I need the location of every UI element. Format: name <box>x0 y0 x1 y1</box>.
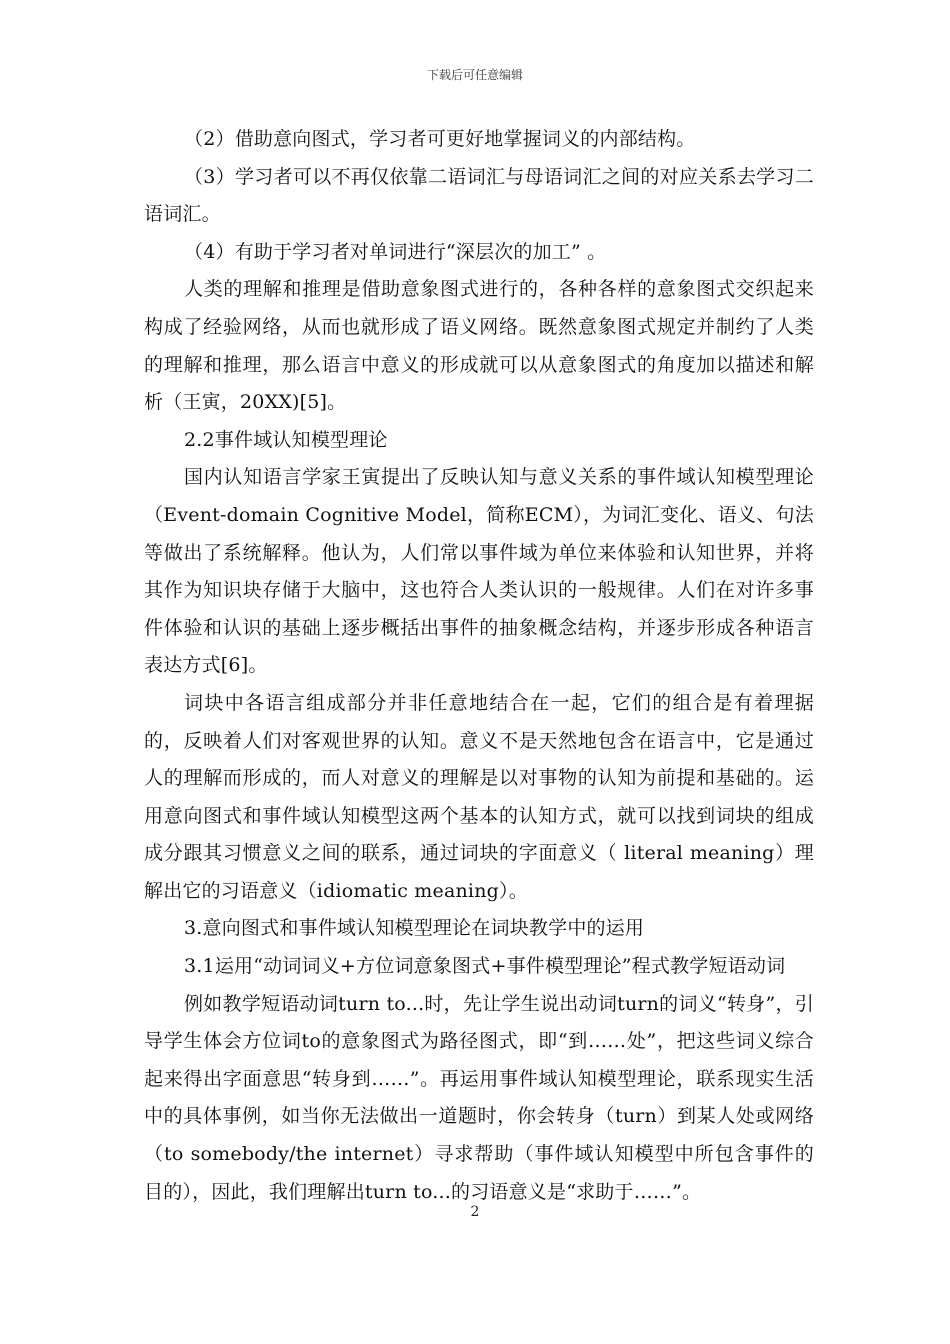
document-body <box>144 121 814 1211</box>
section-heading-3: 3.意向图式和事件域认知模型理论在词块教学中的运用 <box>184 917 645 940</box>
list-item-2: （2）借助意向图式，学习者可更好地掌握词义的内部结构。 <box>184 128 696 150</box>
body-paragraph: 例如教学短语动词turn to...时，先让学生说出动词turn的词义“转身”，引导学生体会方位词to的意象图式为路径图式，即“到……处”，把这些词义综合起来得出字面意思“转身到……”。再运用事件域认知模型理论，联系现实生活中的具体事例，如当你无法做出一道题时，你会转身（turn）到某人处或网络（to somebody/the internet）寻求帮助（事件域认知模型中所包含事件的目的），因此，我们理解出turn to...的习语意义是“求助于……”。 <box>144 992 814 1203</box>
list-item-4: （4）有助于学习者对单词进行“深层次的加工” 。 <box>184 240 607 263</box>
page-header: 下载后可任意编辑 <box>426 68 523 82</box>
page-number: 2 <box>470 1204 480 1220</box>
body-paragraph: 人类的理解和推理是借助意象图式进行的，各种各样的意象图式交织起来构成了经验网络，从而也就形成了语义网络。既然意象图式规定并制约了人类的理解和推理，那么语言中意义的形成就可以从意象图式的角度加以描述和解析（王寅，20XX)[5]。 <box>144 278 814 414</box>
section-heading-3-1: 3.1运用“动词词义+方位词意象图式+事件模型理论”程式教学短语动词 <box>184 955 786 978</box>
body-paragraph: 国内认知语言学家王寅提出了反映认知与意义关系的事件域认知模型理论（Event-domain Cognitive Model，简称ECM），为词汇变化、语义、句法等做出了系统解释。他认为，人们常以事件域为单位来体验和认知世界，并将其作为知识块存储于大脑中，这也符合人类认识的一般规律。人们在对许多事件体验和认识的基础上逐步概括出事件的抽象概念结构，并逐步形成各种语言表达方式[6]。 <box>144 466 814 677</box>
body-paragraph: 词块中各语言组成部分并非任意地结合在一起，它们的组合是有着理据的，反映着人们对客观世界的认知。意义不是天然地包含在语言中，它是通过人的理解而形成的，而人对意义的理解是以对事物的认知为前提和基础的。运用意向图式和事件域认知模型这两个基本的认知方式，就可以找到词块的组成成分跟其习惯意义之间的联系，通过词块的字面意义（ literal meaning）理解出它的习语意义（idiomatic meaning）。 <box>144 691 814 902</box>
section-heading-2-2: 2.2事件域认知模型理论 <box>184 428 388 451</box>
list-item-3: （3）学习者可以不再仅依靠二语词汇与母语词汇之间的对应关系去学习二语词汇。 <box>144 165 814 226</box>
